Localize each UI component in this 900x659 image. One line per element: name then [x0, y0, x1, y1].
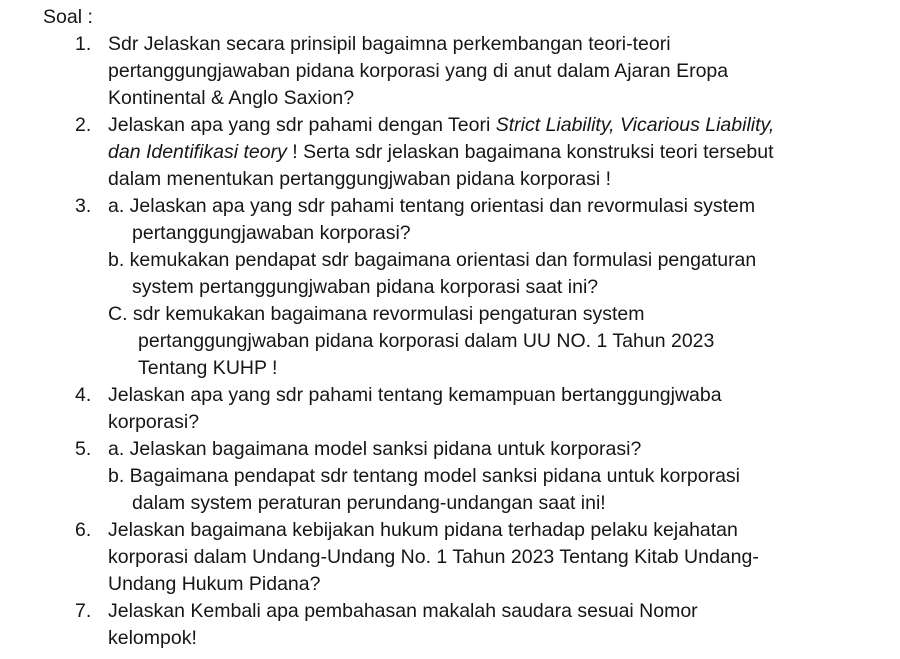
- question-text-line: korporasi?: [108, 411, 200, 433]
- question-text-line: kelompok!: [108, 627, 197, 649]
- question-text-line: dalam menentukan pertanggungjwaban pidana korporasi !: [108, 168, 612, 190]
- theory-terms: dan Identifikasi teory: [108, 141, 287, 163]
- question-number: 7.: [75, 600, 92, 622]
- question-text-line: [108, 112, 774, 139]
- sub-question-c-continued: pertanggungjwaban pidana korporasi dalam UU NO. 1 Tahun 2023: [138, 330, 715, 352]
- question-text-line: korporasi dalam Undang-Undang No. 1 Tahun 2023 Tentang Kitab Undang-: [108, 546, 759, 568]
- question-text-line: [108, 139, 774, 166]
- question-text-line: pertanggungjawaban pidana korporasi yang di anut dalam Ajaran Eropa: [108, 60, 729, 82]
- question-number: 5.: [75, 438, 92, 460]
- question-text-line: Jelaskan Kembali apa pembahasan makalah saudara sesuai Nomor: [108, 600, 698, 622]
- question-number: 2.: [75, 114, 92, 136]
- question-text: ! Serta sdr jelaskan bagaimana konstruksi teori tersebut: [286, 141, 774, 163]
- sub-question-c: C. sdr kemukakan bagaimana revormulasi pengaturan system: [108, 303, 645, 325]
- theory-terms: Strict Liability, Vicarious Liability,: [495, 114, 775, 136]
- sub-question-c-continued: Tentang KUHP !: [138, 357, 278, 379]
- section-title: Soal :: [43, 6, 93, 28]
- question-number: 4.: [75, 384, 92, 406]
- sub-question-b: b. Bagaimana pendapat sdr tentang model sanksi pidana untuk korporasi: [108, 465, 740, 487]
- question-text-line: Jelaskan bagaimana kebijakan hukum pidana terhadap pelaku kejahatan: [108, 519, 738, 541]
- question-number: 6.: [75, 519, 92, 541]
- sub-question-b: b. kemukakan pendapat sdr bagaimana orientasi dan formulasi pengaturan: [108, 249, 757, 271]
- question-number: 3.: [75, 195, 92, 217]
- question-number: 1.: [75, 33, 92, 55]
- question-text-line: Sdr Jelaskan secara prinsipil bagaimna perkembangan teori-teori: [108, 33, 671, 55]
- sub-question-a: a. Jelaskan apa yang sdr pahami tentang orientasi dan revormulasi system: [108, 195, 756, 217]
- sub-question-b-continued: system pertanggungjwaban pidana korporasi saat ini?: [132, 276, 599, 298]
- question-text: Jelaskan apa yang sdr pahami dengan Teori: [108, 114, 496, 136]
- sub-question-a-continued: pertanggungjawaban korporasi?: [132, 222, 411, 244]
- question-text-line: Kontinental & Anglo Saxion?: [108, 87, 355, 109]
- question-text-line: Jelaskan apa yang sdr pahami tentang kemampuan bertanggungjwaba: [108, 384, 722, 406]
- question-text-line: Undang Hukum Pidana?: [108, 573, 321, 595]
- sub-question-b-continued: dalam system peraturan perundang-undangan saat ini!: [132, 492, 606, 514]
- sub-question-a: a. Jelaskan bagaimana model sanksi pidana untuk korporasi?: [108, 438, 642, 460]
